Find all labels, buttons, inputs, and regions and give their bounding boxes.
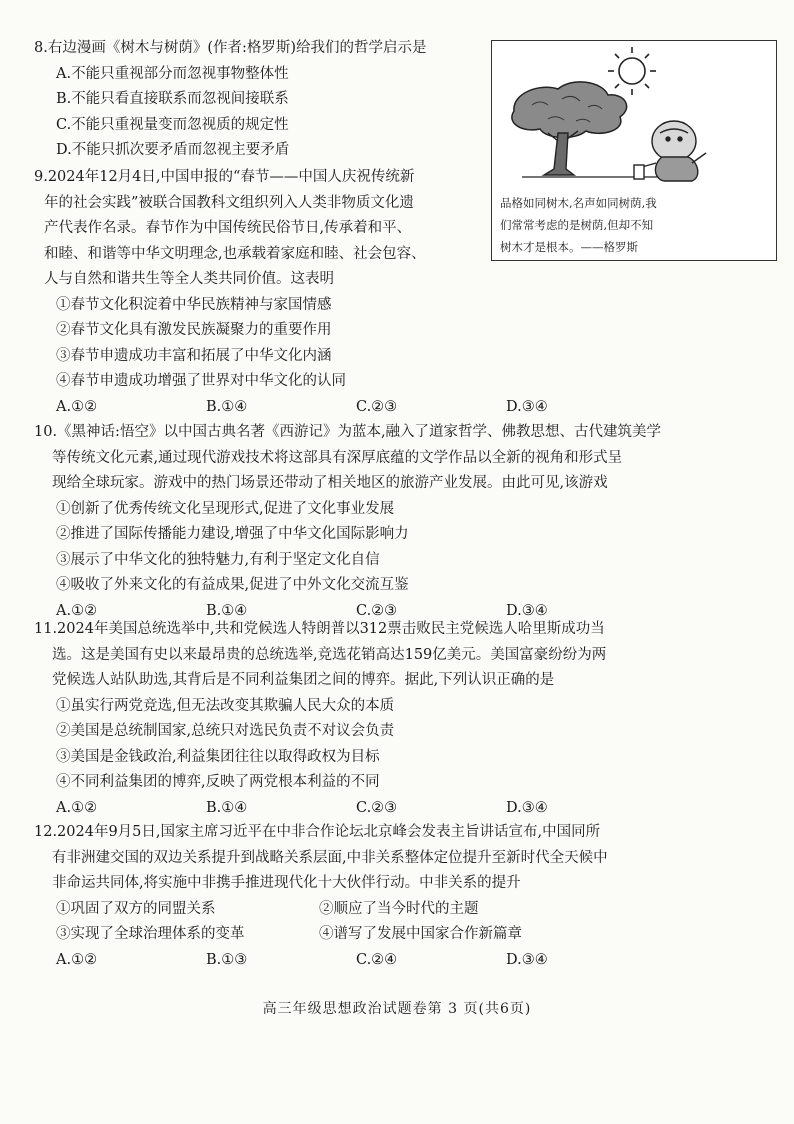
question-8-stem: 8.右边漫画《树木与树荫》(作者:格罗斯)给我们的哲学启示是: [34, 40, 427, 56]
question-9-statement-1: ①春节文化积淀着中华民族精神与家国情感: [56, 296, 332, 313]
question-9-stem-line: 和睦、和谐等中华文明理念,也承载着家庭和睦、社会包容、: [44, 245, 426, 262]
question-12-statements-row-2: [34, 922, 774, 948]
question-10-statement-4: ④吸收了外来文化的有益成果,促进了中外文化交流互鉴: [56, 577, 409, 593]
question-10-choice-c: C.②③: [356, 602, 398, 619]
question-11-statement-1: ①虽实行两党竞选,但无法改变其欺骗人民大众的本质: [56, 697, 395, 714]
question-12-choice-b: B.①③: [206, 951, 248, 968]
question-12: [34, 820, 774, 973]
question-12-statement-2: ②顺应了当今时代的主题: [319, 900, 479, 917]
question-11-statement-3: ③美国是金钱政治,利益集团往往以取得政权为目标: [56, 748, 380, 765]
question-12-stem-line: 12.2024年9月5日,国家主席习近平在中非合作论坛北京峰会发表主旨讲话宣布,中国同所: [34, 824, 601, 840]
question-11-choice-d: D.③④: [506, 799, 548, 816]
question-8-option-b: B.不能只看直接联系而忽视间接联系: [56, 91, 289, 107]
question-10-stem-line: 等传统文化元素,通过现代游戏技术将这部具有深厚底蕴的文学作品以全新的视角和形式呈: [52, 449, 623, 466]
question-10-statement-3: ③展示了中华文化的独特魅力,有利于坚定文化自信: [56, 551, 380, 568]
question-9: [34, 165, 774, 420]
question-10-stem-line: 现给全球玩家。游戏中的热门场景还带动了相关地区的旅游产业发展。由此可见,该游戏: [52, 475, 608, 491]
question-8-option-a: A.不能只重视部分而忽视事物整体性: [56, 65, 289, 82]
question-9-choices: [34, 395, 774, 421]
question-9-statement-4: ④春节申遗成功增强了世界对中华文化的认同: [56, 373, 346, 389]
caption-line-2: 们常常考虑的是树荫,但却不知: [500, 218, 654, 232]
question-11: [34, 617, 774, 821]
question-10-choice-d: D.③④: [506, 602, 548, 619]
question-9-choice-c: C.②③: [356, 398, 398, 415]
caption-line-1: 品格如同树木,名声如同树荫,我: [500, 196, 657, 210]
question-10-choice-b: B.①④: [206, 602, 248, 619]
question-11-stem-line: 选。这是美国有史以来最昂贵的总统选举,竞选花销高达159亿美元。美国富豪纷纷为两: [52, 646, 607, 663]
question-9-stem-line: 年的社会实践”被联合国教科文组织列入人类非物质文化遗: [44, 194, 414, 211]
question-11-choice-a: A.①②: [56, 799, 98, 816]
question-9-choice-a: A.①②: [56, 398, 98, 415]
question-8-option-c: C.不能只重视量变而忽视质的规定性: [56, 116, 289, 133]
question-11-choice-c: C.②③: [356, 799, 398, 816]
question-11-stem-line: 11.2024年美国总统选举中,共和党候选人特朗普以312票击败民主党候选人哈里斯成功当: [34, 621, 605, 637]
question-10-choice-a: A.①②: [56, 602, 98, 619]
question-12-stem-line: 非命运共同体,将实施中非携手推进现代化十大伙伴行动。中非关系的提升: [52, 875, 521, 891]
question-10-statement-1: ①创新了优秀传统文化呈现形式,促进了文化事业发展: [56, 500, 395, 517]
sun-icon: [608, 47, 656, 95]
question-11-stem-line: 党候选人站队助选,其背后是不同利益集团之间的博弈。据此,下列认识正确的是: [52, 672, 555, 688]
question-11-choices: [34, 796, 774, 822]
question-10-statement-2: ②推进了国际传播能力建设,增强了中华文化国际影响力: [56, 526, 409, 542]
question-9-choice-b: B.①④: [206, 398, 248, 415]
question-11-statement-2: ②美国是总统制国家,总统只对选民负责不对议会负责: [56, 723, 395, 739]
question-12-choice-d: D.③④: [506, 951, 548, 968]
question-9-stem-line: 产代表作名录。春节作为中国传统民俗节日,传承着和平、: [44, 220, 412, 236]
question-12-statement-4: ④谱写了发展中国家合作新篇章: [319, 926, 522, 942]
question-8-option-d: D.不能只抓次要矛盾而忽视主要矛盾: [56, 142, 290, 158]
question-9-choice-d: D.③④: [506, 398, 548, 415]
tree-icon: [512, 82, 627, 175]
page-footer: 高三年级思想政治试题卷第 3 页(共6页): [262, 1001, 532, 1017]
question-12-choice-a: A.①②: [56, 951, 98, 968]
question-12-choice-c: C.②④: [356, 951, 398, 968]
question-12-stem-line: 有非洲建交国的双边关系提升到战略关系层面,中非关系整体定位提升至新时代全天候中: [52, 849, 608, 866]
question-9-stem-line: 9.2024年12月4日,中国申报的“春节——中国人庆祝传统新: [34, 169, 415, 185]
question-12-statements-row-1: [34, 897, 774, 923]
question-9-statement-2: ②春节文化具有激发民族凝聚力的重要作用: [56, 322, 332, 338]
question-10: [34, 420, 774, 624]
caption-line-3: 树木才是根本。——格罗斯: [500, 240, 638, 254]
question-10-stem-line: 10.《黑神话:悟空》以中国古典名著《西游记》为蓝本,融入了道家哲学、佛教思想、古代建筑美学: [34, 424, 662, 440]
question-11-choice-b: B.①④: [206, 799, 248, 816]
question-11-statement-4: ④不同利益集团的博弈,反映了两党根本利益的不同: [56, 774, 380, 790]
question-8: [34, 36, 489, 164]
question-12-statement-3: ③实现了全球治理体系的变革: [56, 926, 245, 942]
question-12-choices: [34, 948, 774, 974]
question-12-statement-1: ①巩固了双方的同盟关系: [56, 900, 216, 917]
question-9-stem-line: 人与自然和谐共生等全人类共同价值。这表明: [44, 271, 334, 287]
question-9-statement-3: ③春节申遗成功丰富和拓展了中华文化内涵: [56, 347, 332, 364]
